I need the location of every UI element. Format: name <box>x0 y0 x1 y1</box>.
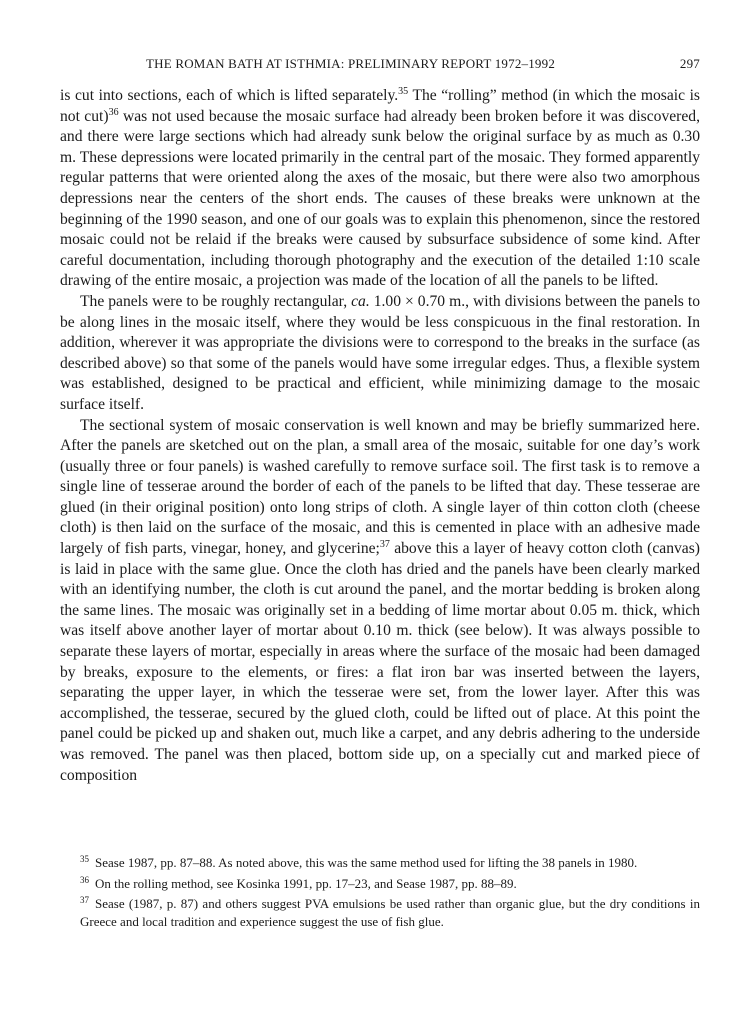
footnote-text: Sease (1987, p. 87) and others suggest PVA emulsions be used rather than organic glue, but the dry conditions in Greece and local tradition and experience suggest the use of fish glue. <box>80 896 700 929</box>
paragraph-text: The “rolling” method (in which the mosaic is not cut) <box>60 87 700 125</box>
paragraph-text: The panels were to be roughly rectangular, <box>80 292 352 310</box>
running-title: THE ROMAN BATH AT ISTHMIA: PRELIMINARY REPORT 1972–1992 <box>146 56 556 71</box>
paragraph-text: above this a layer of heavy cotton cloth (canvas) is laid in place with the same glue. Once the cloth has dried and the panels have been clearly marked with an identifying number, the cloth is cut around the panel, and the mortar bedding is broken along the same lines. The mosaic was originally set in a bedding of lime mortar about 0.05 m. thick, which was itself above another layer of mortar about 0.10 m. thick (see below). It was always possible to separate these layers of mortar, especially in areas where the surface of the mosaic had been damaged by breaks, exposure to the elements, or fires: a flat iron bar was inserted between the layers, separating the upper layer, in which the tesserae were set, from the lower layer. After this was accomplished, the tesserae, secured by the glued cloth, could be lifted out of place. At this point the panel could be picked up and shaken out, much like a carpet, and any debris adhering to the underside was removed. The panel was then placed, bottom side up, on a specially cut and marked piece of composition <box>60 540 700 784</box>
footnote-ref-37[interactable]: 37 <box>379 539 390 551</box>
footnote-number: 37 <box>80 895 89 905</box>
footnote-35 <box>60 854 700 872</box>
footnote-37 <box>60 895 700 930</box>
footnote-36 <box>60 875 700 893</box>
footnote-text: Sease 1987, pp. 87–88. As noted above, this was the same method used for lifting the 38 panels in 1980. <box>95 855 638 870</box>
running-head <box>60 56 700 74</box>
body-text <box>60 86 700 786</box>
paragraph-text: is cut into sections, each of which is lifted separately. <box>60 87 399 104</box>
italic-abbreviation: ca. <box>351 292 370 310</box>
footnote-number: 36 <box>80 874 89 885</box>
footnote-number: 35 <box>80 854 89 864</box>
footnote-text: On the rolling method, see Kosinka 1991, pp. 17–23, and Sease 1987, pp. 88–89. <box>95 875 517 891</box>
page-number: 297 <box>679 56 700 71</box>
paragraph-1 <box>60 86 700 292</box>
paragraph-text: 1.00 × 0.70 m., with divisions between the panels to be along lines in the mosaic itself, where they would be less conspicuous in the final restoration. In addition, wherever it was appropriate the divisions were to correspond to the breaks in the surface (as described above) so that some of the panels would have some irregular edges. Thus, a flexible system was established, designed to be practical and efficient, while minimizing damage to the mosaic surface itself. <box>60 292 700 413</box>
document-page <box>60 0 700 1024</box>
paragraph-text: was not used because the mosaic surface had already been broken before it was discovered, and there were large sections which had already sunk below the original surface by as much as 0.30 m. These depressions were located primarily in the central part of the mosaic. They formed apparently regular patterns that were oriented along the axes of the mosaic, but there were also two amorphous depressions near the centers of the short ends. The causes of these breaks were unknown at the beginning of the 1990 season, and one of our goals was to explain this phenomenon, since the restored mosaic could not be relaid if the breaks were caused by subsurface subsidence of some kind. After careful documentation, including thorough photography and the execution of the detailed 1:10 scale drawing of the entire mosaic, a projection was made of the location of all the panels to be lifted. <box>60 107 700 290</box>
paragraph-3 <box>60 416 700 787</box>
footnote-ref-35[interactable]: 35 <box>398 86 409 97</box>
paragraph-text: The sectional system of mosaic conservation is well known and may be briefly summarized here. After the panels are sketched out on the plan, a small area of the mosaic, suitable for one day’s work (usually three or four panels) is washed carefully to remove surface soil. The first task is to remove a single line of tesserae around the border of each of the panels to be lifted that day. These tesserae are glued (in their original position) onto long strips of cloth. A single layer of thin cotton cloth (cheese cloth) is then laid on the surface of the mosaic, and this is cemented in place with an adhesive made largely of fish parts, vinegar, honey, and glycerine; <box>60 416 700 558</box>
footnote-ref-36[interactable]: 36 <box>108 106 119 118</box>
paragraph-2 <box>60 292 700 416</box>
footnotes <box>60 854 700 933</box>
